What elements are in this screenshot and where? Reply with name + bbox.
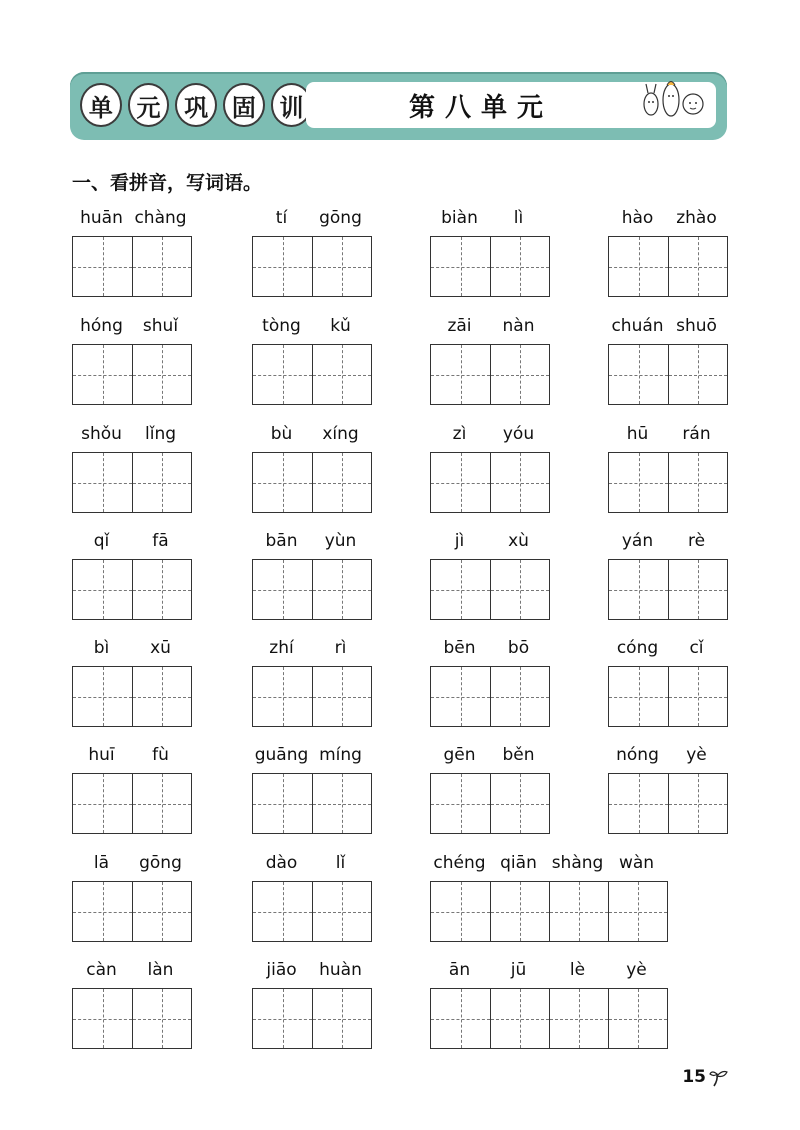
writing-box[interactable]	[609, 237, 668, 296]
writing-box[interactable]	[253, 667, 312, 726]
writing-box[interactable]	[431, 667, 490, 726]
writing-box[interactable]	[609, 453, 668, 512]
writing-box[interactable]	[490, 453, 549, 512]
pinyin-syllable: wàn	[618, 853, 655, 873]
character-boxes	[72, 236, 192, 297]
character-boxes	[430, 988, 668, 1049]
pinyin-syllable: rì	[334, 638, 347, 658]
pinyin-syllable: shǒu	[81, 424, 122, 444]
character-boxes	[430, 773, 550, 834]
pinyin-syllable: bēn	[443, 638, 476, 658]
pinyin-syllable: guāng	[254, 745, 309, 765]
writing-box[interactable]	[668, 774, 727, 833]
pinyin-syllable: làn	[147, 960, 174, 980]
pinyin-syllable: ān	[448, 960, 471, 980]
character-boxes	[72, 666, 192, 727]
pinyin-syllable: huàn	[319, 960, 362, 980]
writing-box[interactable]	[253, 989, 312, 1048]
pinyin-row	[608, 424, 726, 448]
writing-box[interactable]	[132, 345, 191, 404]
character-boxes	[608, 344, 728, 405]
character-boxes	[430, 881, 668, 942]
banner-label-char: 训	[271, 83, 313, 127]
pinyin-syllable: shuō	[676, 316, 717, 336]
pinyin-syllable: qiān	[500, 853, 537, 873]
writing-box[interactable]	[312, 453, 371, 512]
character-boxes	[72, 452, 192, 513]
word-item	[72, 424, 192, 513]
writing-box[interactable]	[73, 667, 132, 726]
pinyin-syllable: lā	[93, 853, 110, 873]
pinyin-syllable: lǐng	[144, 424, 177, 444]
pinyin-syllable: qǐ	[93, 531, 110, 551]
writing-box[interactable]	[490, 560, 549, 619]
writing-box[interactable]	[431, 237, 490, 296]
pinyin-syllable: biàn	[441, 208, 478, 228]
writing-box[interactable]	[431, 774, 490, 833]
pinyin-syllable: bān	[265, 531, 298, 551]
writing-box[interactable]	[668, 560, 727, 619]
character-boxes	[72, 881, 192, 942]
pinyin-syllable: xū	[150, 638, 171, 658]
word-item	[72, 531, 192, 620]
pinyin-row	[608, 531, 726, 555]
writing-box[interactable]	[490, 345, 549, 404]
word-item	[72, 960, 192, 1049]
word-item	[430, 208, 550, 297]
pinyin-row	[252, 638, 370, 662]
character-boxes	[608, 236, 728, 297]
word-item	[72, 208, 192, 297]
pinyin-row	[72, 745, 190, 769]
pinyin-syllable: cǐ	[689, 638, 704, 658]
writing-box[interactable]	[253, 774, 312, 833]
writing-box[interactable]	[73, 453, 132, 512]
pinyin-row	[430, 531, 548, 555]
writing-box[interactable]	[253, 453, 312, 512]
banner-label-char: 巩	[175, 83, 217, 127]
pinyin-syllable: zhào	[676, 208, 717, 228]
pinyin-row	[252, 316, 370, 340]
pinyin-syllable: bì	[93, 638, 110, 658]
pinyin-syllable: jì	[454, 531, 465, 551]
pinyin-row	[72, 960, 190, 984]
word-item	[608, 424, 728, 513]
pinyin-syllable: lǐ	[335, 853, 346, 873]
pinyin-row	[430, 316, 548, 340]
character-boxes	[252, 236, 372, 297]
writing-box[interactable]	[431, 989, 490, 1048]
pinyin-syllable: hū	[626, 424, 649, 444]
writing-box[interactable]	[668, 237, 727, 296]
writing-box[interactable]	[312, 237, 371, 296]
writing-box[interactable]	[253, 882, 312, 941]
word-item	[430, 853, 668, 942]
character-boxes	[72, 344, 192, 405]
character-boxes	[72, 773, 192, 834]
writing-box[interactable]	[668, 667, 727, 726]
pinyin-syllable: huān	[80, 208, 123, 228]
pinyin-syllable: càn	[86, 960, 117, 980]
character-boxes	[72, 988, 192, 1049]
pinyin-syllable: jū	[510, 960, 527, 980]
character-boxes	[430, 452, 550, 513]
writing-box[interactable]	[668, 345, 727, 404]
writing-box[interactable]	[490, 882, 549, 941]
word-item	[252, 853, 372, 942]
word-item	[72, 638, 192, 727]
word-item	[430, 745, 550, 834]
writing-box[interactable]	[312, 667, 371, 726]
pinyin-syllable: gēn	[443, 745, 476, 765]
writing-box[interactable]	[431, 345, 490, 404]
pinyin-row	[430, 745, 548, 769]
writing-box[interactable]	[431, 882, 490, 941]
word-item	[72, 745, 192, 834]
character-boxes	[430, 666, 550, 727]
section-title: 一、看拼音，写词语。	[72, 172, 263, 194]
banner-label-char: 固	[223, 83, 265, 127]
pinyin-row	[252, 208, 370, 232]
pinyin-syllable: xíng	[322, 424, 359, 444]
banner-label-char: 单	[80, 83, 122, 127]
pinyin-syllable: běn	[502, 745, 535, 765]
pinyin-syllable: zāi	[447, 316, 472, 336]
writing-box[interactable]	[312, 989, 371, 1048]
word-item	[430, 960, 668, 1049]
page-number-text: 15	[682, 1067, 706, 1087]
pinyin-row	[608, 638, 726, 662]
word-item	[252, 638, 372, 727]
pinyin-syllable: fù	[152, 745, 169, 765]
pinyin-row	[72, 316, 190, 340]
writing-box[interactable]	[312, 345, 371, 404]
writing-box[interactable]	[608, 882, 667, 941]
pinyin-syllable: zhí	[269, 638, 294, 658]
character-boxes	[252, 881, 372, 942]
pinyin-syllable: shuǐ	[142, 316, 179, 336]
pinyin-row	[252, 531, 370, 555]
character-boxes	[608, 773, 728, 834]
writing-box[interactable]	[73, 345, 132, 404]
character-boxes	[252, 773, 372, 834]
writing-box[interactable]	[312, 560, 371, 619]
character-boxes	[252, 666, 372, 727]
pinyin-row	[430, 853, 666, 877]
character-boxes	[430, 559, 550, 620]
word-item	[252, 745, 372, 834]
writing-box[interactable]	[609, 774, 668, 833]
pinyin-syllable: yè	[626, 960, 647, 980]
pinyin-row	[430, 424, 548, 448]
writing-box[interactable]	[132, 989, 191, 1048]
word-item	[252, 424, 372, 513]
writing-box[interactable]	[132, 774, 191, 833]
banner-label-char: 元	[128, 83, 170, 127]
pinyin-syllable: yùn	[324, 531, 357, 551]
pinyin-syllable: huī	[88, 745, 115, 765]
pinyin-syllable: fā	[152, 531, 169, 551]
pinyin-syllable: rè	[687, 531, 706, 551]
writing-box[interactable]	[549, 882, 608, 941]
pinyin-row	[72, 424, 190, 448]
writing-box[interactable]	[253, 560, 312, 619]
pinyin-syllable: míng	[319, 745, 362, 765]
writing-box[interactable]	[549, 989, 608, 1048]
writing-box[interactable]	[73, 882, 132, 941]
pinyin-syllable: chéng	[433, 853, 486, 873]
pinyin-row	[252, 424, 370, 448]
word-item	[252, 531, 372, 620]
writing-box[interactable]	[668, 453, 727, 512]
word-item	[252, 960, 372, 1049]
writing-box[interactable]	[132, 453, 191, 512]
word-item	[430, 531, 550, 620]
pinyin-syllable: chàng	[134, 208, 187, 228]
pinyin-row	[608, 316, 726, 340]
word-item	[252, 208, 372, 297]
character-boxes	[430, 344, 550, 405]
word-item	[608, 316, 728, 405]
character-boxes	[72, 559, 192, 620]
word-item	[72, 853, 192, 942]
pinyin-syllable: tòng	[262, 316, 301, 336]
pinyin-syllable: nóng	[616, 745, 659, 765]
pinyin-row	[430, 638, 548, 662]
pinyin-syllable: kǔ	[330, 316, 351, 336]
pinyin-row	[72, 638, 190, 662]
writing-box[interactable]	[132, 667, 191, 726]
writing-box[interactable]	[609, 560, 668, 619]
writing-box[interactable]	[608, 989, 667, 1048]
pinyin-syllable: jiāo	[266, 960, 297, 980]
pinyin-syllable: lè	[569, 960, 586, 980]
writing-box[interactable]	[490, 237, 549, 296]
character-boxes	[430, 236, 550, 297]
writing-box[interactable]	[490, 667, 549, 726]
pinyin-syllable: rán	[682, 424, 711, 444]
pinyin-syllable: chuán	[611, 316, 664, 336]
writing-box[interactable]	[490, 774, 549, 833]
writing-box[interactable]	[73, 237, 132, 296]
writing-box[interactable]	[73, 774, 132, 833]
writing-box[interactable]	[609, 667, 668, 726]
character-boxes	[252, 988, 372, 1049]
writing-box[interactable]	[253, 345, 312, 404]
pinyin-syllable: shàng	[551, 853, 604, 873]
writing-box[interactable]	[431, 560, 490, 619]
word-item	[608, 208, 728, 297]
pinyin-syllable: xù	[508, 531, 529, 551]
pinyin-row	[252, 745, 370, 769]
pinyin-syllable: bō	[507, 638, 530, 658]
sprout-icon	[708, 1066, 730, 1088]
pinyin-row	[608, 745, 726, 769]
word-item	[72, 316, 192, 405]
pinyin-syllable: yán	[621, 531, 654, 551]
pinyin-syllable: gōng	[319, 208, 362, 228]
pinyin-row	[430, 960, 666, 984]
writing-box[interactable]	[312, 882, 371, 941]
pinyin-syllable: lì	[513, 208, 524, 228]
writing-box[interactable]	[73, 989, 132, 1048]
pinyin-row	[252, 960, 370, 984]
character-boxes	[608, 452, 728, 513]
writing-box[interactable]	[132, 237, 191, 296]
writing-box[interactable]	[132, 560, 191, 619]
pinyin-syllable: yóu	[502, 424, 535, 444]
pinyin-syllable: hào	[621, 208, 654, 228]
page-number	[682, 1066, 730, 1088]
word-item	[608, 745, 728, 834]
character-boxes	[252, 559, 372, 620]
word-item	[252, 316, 372, 405]
writing-box[interactable]	[431, 453, 490, 512]
word-item	[608, 638, 728, 727]
pinyin-row	[252, 853, 370, 877]
pinyin-syllable: nàn	[502, 316, 535, 336]
unit-title: 第八单元	[408, 92, 553, 123]
pinyin-syllable: tí	[275, 208, 288, 228]
pinyin-syllable: zì	[452, 424, 467, 444]
character-boxes	[608, 559, 728, 620]
character-boxes	[252, 452, 372, 513]
writing-box[interactable]	[132, 882, 191, 941]
pinyin-syllable: yè	[686, 745, 707, 765]
pinyin-row	[430, 208, 548, 232]
pinyin-row	[72, 853, 190, 877]
writing-box[interactable]	[312, 774, 371, 833]
pinyin-syllable: gōng	[139, 853, 182, 873]
writing-box[interactable]	[609, 345, 668, 404]
pinyin-syllable: hóng	[80, 316, 123, 336]
character-boxes	[252, 344, 372, 405]
writing-box[interactable]	[253, 237, 312, 296]
word-item	[430, 638, 550, 727]
pinyin-row	[72, 208, 190, 232]
word-item	[430, 316, 550, 405]
pinyin-row	[608, 208, 726, 232]
writing-box[interactable]	[490, 989, 549, 1048]
word-item	[608, 531, 728, 620]
pinyin-syllable: cóng	[616, 638, 659, 658]
pinyin-syllable: dào	[265, 853, 298, 873]
word-item	[430, 424, 550, 513]
writing-box[interactable]	[73, 560, 132, 619]
character-boxes	[608, 666, 728, 727]
pinyin-syllable: bù	[270, 424, 293, 444]
pinyin-row	[72, 531, 190, 555]
